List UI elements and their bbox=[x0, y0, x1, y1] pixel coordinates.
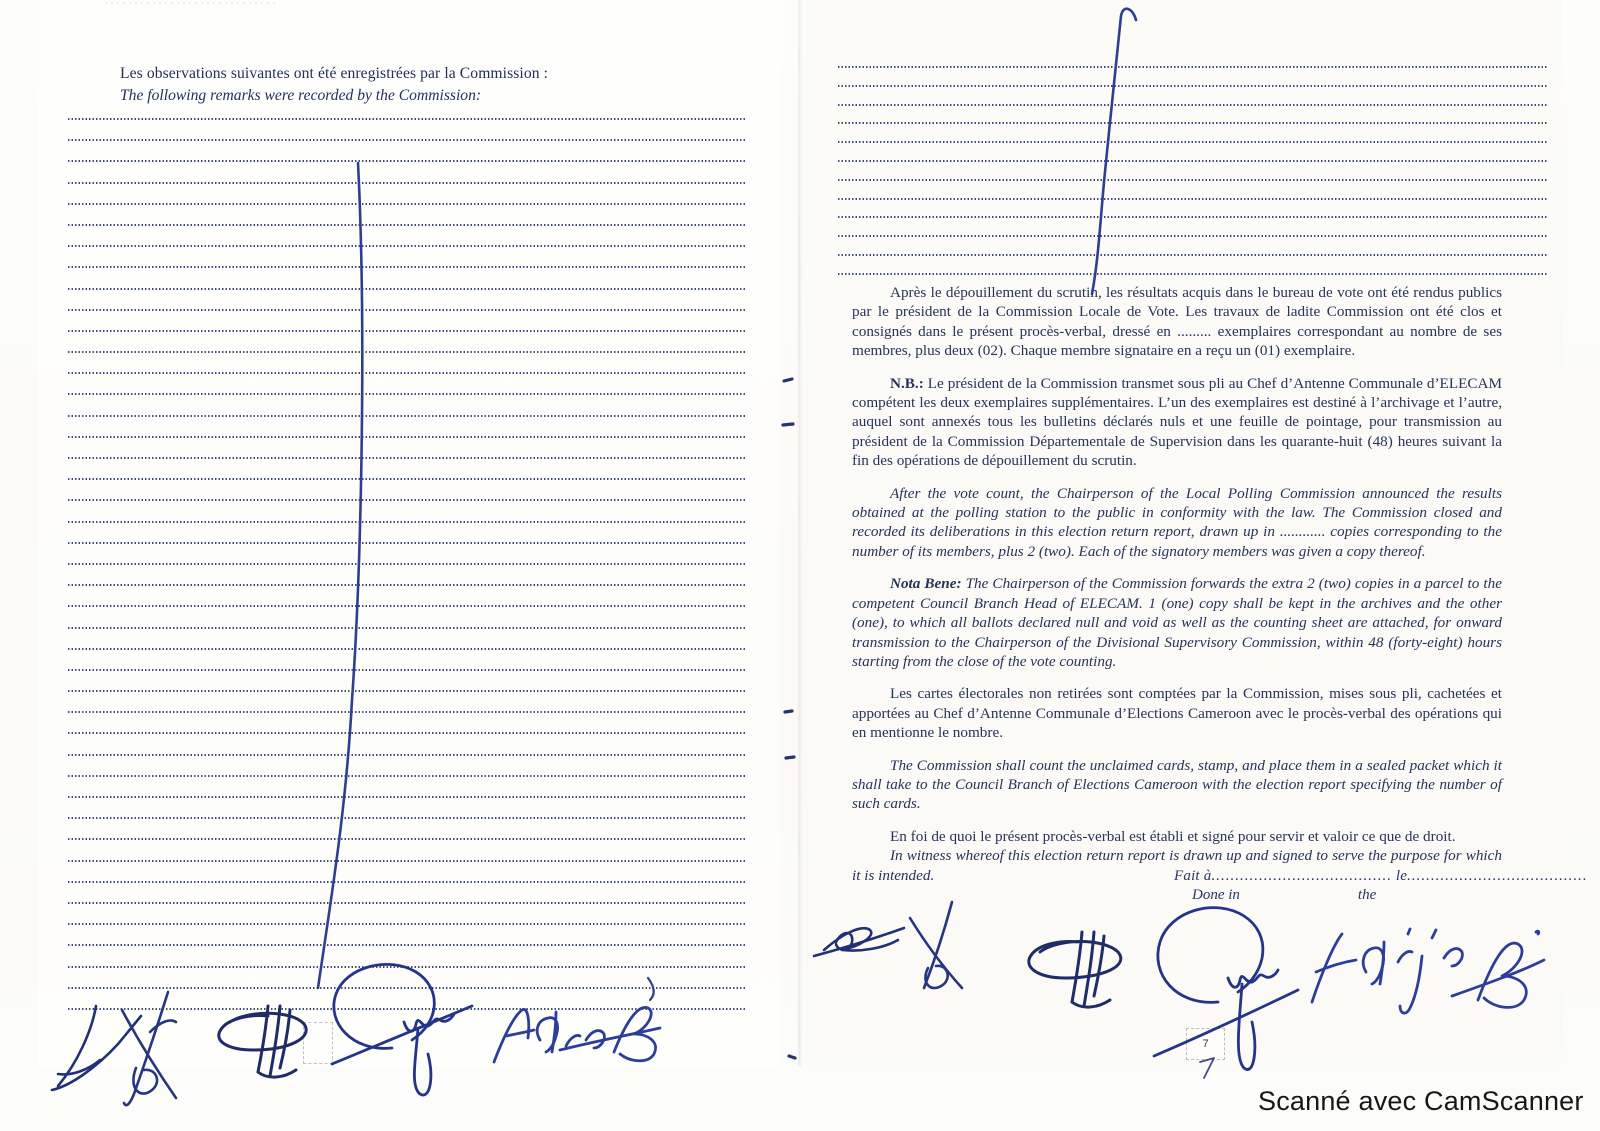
ruled-line bbox=[68, 457, 746, 459]
ruled-line bbox=[68, 160, 746, 162]
done-in-line bbox=[1174, 887, 1474, 904]
paragraph-nota-bene-en bbox=[852, 574, 1502, 671]
ruled-line bbox=[68, 478, 746, 480]
ruled-line bbox=[68, 139, 746, 141]
done-in-block bbox=[1174, 868, 1588, 904]
ruled-line bbox=[68, 648, 746, 650]
paragraph-witness-fr: En foi de quoi le présent procès-verbal est établi et signé pour servir et valoir ce que de droit. bbox=[890, 827, 1456, 845]
ruled-line bbox=[68, 542, 746, 544]
fait-a-line bbox=[1174, 868, 1588, 885]
ruled-line bbox=[68, 987, 746, 989]
ruled-line bbox=[68, 393, 746, 395]
paragraph-nb-fr bbox=[852, 374, 1502, 471]
ruled-line bbox=[68, 372, 746, 374]
ruled-line bbox=[68, 1008, 746, 1010]
remarks-ruled-lines-continued bbox=[838, 66, 1548, 292]
ruled-line bbox=[838, 254, 1548, 256]
ruled-line bbox=[838, 273, 1548, 275]
ruled-line bbox=[838, 235, 1548, 237]
ruled-line bbox=[838, 160, 1548, 162]
observations-heading bbox=[120, 63, 740, 107]
nota-bene-label: Nota Bene: bbox=[890, 575, 962, 593]
ruled-line bbox=[68, 330, 746, 332]
ruled-line bbox=[68, 944, 746, 946]
paragraph-cards-fr: Les cartes électorales non retirées sont comptées par la Commission, mises sous pli, cachetées et apportées au Chef d’Antenne Communale d’Elections Cameroon avec le procès-verbal des opérations qui en mentionne le nombre. bbox=[852, 685, 1502, 742]
ruled-line bbox=[68, 118, 746, 120]
ruled-line bbox=[68, 690, 746, 692]
paragraph-witness-en: In witness whereof this election return report is drawn up and signed to serve the purpose for which it is intended. bbox=[852, 847, 1502, 884]
ruled-line bbox=[68, 902, 746, 904]
nota-bene-text: The Chairperson of the Commission forwards the extra 2 (two) copies in a parcel to the competent Council Branch Head of ELECAM. 1 (one) copy shall be kept in the archives and the other (one), to which all ballots declared null and void as well as the counting sheet are attached, for onward transmission to the Chairperson of the Divisional Supervisory Commission, within 48 (forty-eight) hours starting from the close of the vote counting. bbox=[852, 575, 1502, 670]
ruled-line bbox=[68, 203, 746, 205]
page-number-box bbox=[1186, 1028, 1225, 1060]
nb-text: Le président de la Commission transmet sous pli au Chef d’Antenne Communale d’ELECAM compétent les deux exemplaires supplémentaires. L’un des exemplaires est destiné à l’archivage et l’autre, auquel sont annexés tous les bulletins déclarés nuls et une feuille de pointage, pour transmission au président de la Commission Départementale de Supervision dans les quarante-huit (48) heures suivant la fin des opérations de dépouillement du scrutin. bbox=[852, 374, 1502, 470]
ruled-line bbox=[68, 627, 746, 629]
ruled-line bbox=[68, 415, 746, 417]
fait-a-dotted-blank: ...................................... bbox=[1211, 868, 1392, 884]
ruled-line bbox=[68, 754, 746, 756]
ruled-line bbox=[68, 881, 746, 883]
scan-edge-artifact bbox=[14, 692, 30, 988]
ruled-line bbox=[68, 563, 746, 565]
ruled-line bbox=[838, 122, 1548, 124]
le-dotted-blank: ...................................... bbox=[1407, 868, 1588, 884]
ruled-line bbox=[68, 499, 746, 501]
ruled-line bbox=[68, 584, 746, 586]
done-in-label: Done in bbox=[1192, 887, 1240, 903]
ruled-line bbox=[838, 66, 1548, 68]
binding-ink-specks bbox=[783, 379, 795, 1058]
paragraph-after-count-en: After the vote count, the Chairperson of the Local Polling Commission announced the results obtained at the polling station to the public in conformity with the law. The Commission closed and recorded its deliberations in this election return report, drawn up in ............ copies corresponding to the number of its members, plus 2 (two). Each of the signatory members was given a copy thereof. bbox=[852, 484, 1502, 560]
ruled-line bbox=[68, 521, 746, 523]
ruled-line bbox=[68, 605, 746, 607]
ruled-line bbox=[68, 436, 746, 438]
fait-a-label: Fait à bbox=[1174, 868, 1212, 884]
ruled-line bbox=[838, 104, 1548, 106]
ruled-line bbox=[68, 966, 746, 968]
ruled-line bbox=[838, 85, 1548, 87]
paragraph-cards-en: The Commission shall count the unclaimed cards, stamp, and place them in a sealed packet which it shall take to the Council Branch of Elections Cameroon with the election report specifying the number of such cards. bbox=[852, 756, 1502, 813]
ruled-line bbox=[68, 309, 746, 311]
ruled-line bbox=[68, 245, 746, 247]
ruled-line bbox=[838, 179, 1548, 181]
camscanner-watermark: Scanné avec CamScanner bbox=[1258, 1086, 1584, 1116]
page-number: 7 bbox=[1202, 1038, 1209, 1050]
paragraph-after-count-fr: Après le dépouillement du scrutin, les résultats acquis dans le bureau de vote ont été rendus publics par le président de la Commission Locale de Vote. Les travaux de ladite Commission ont été clos et consignés dans le présent procès-verbal, dressé en ......... exemplaires correspondant au nombre de ses membres, plus deux (02). Chaque membre signataire en a reçu un (01) exemplaire. bbox=[852, 284, 1502, 360]
ruled-line bbox=[68, 796, 746, 798]
ruled-line bbox=[68, 224, 746, 226]
ruled-line bbox=[68, 711, 746, 713]
ruled-line bbox=[68, 817, 746, 819]
ruled-line bbox=[68, 669, 746, 671]
ruled-line bbox=[68, 838, 746, 840]
ruled-line bbox=[68, 266, 746, 268]
page-number-box-left bbox=[303, 1022, 333, 1064]
ruled-line bbox=[68, 288, 746, 290]
ruled-line bbox=[68, 351, 746, 353]
observations-heading-fr: Les observations suivantes ont été enregistrées par la Commission : bbox=[120, 65, 549, 82]
ruled-line bbox=[68, 775, 746, 777]
page-fold-line bbox=[797, 0, 803, 1066]
ruled-line bbox=[838, 216, 1548, 218]
remarks-ruled-lines bbox=[68, 118, 746, 1029]
ruled-line bbox=[68, 860, 746, 862]
ruled-line bbox=[68, 923, 746, 925]
left-page bbox=[38, 0, 780, 1066]
ruled-line bbox=[838, 141, 1548, 143]
closing-provisions-text bbox=[852, 283, 1502, 885]
observations-heading-en: The following remarks were recorded by the Commission: bbox=[120, 87, 482, 104]
nb-label: N.B.: bbox=[890, 374, 924, 392]
le-label: le bbox=[1395, 868, 1408, 884]
right-page bbox=[806, 0, 1588, 1066]
the-label: the bbox=[1357, 887, 1377, 903]
ruled-line bbox=[68, 732, 746, 734]
ruled-line bbox=[838, 198, 1548, 200]
ruled-line bbox=[68, 182, 746, 184]
